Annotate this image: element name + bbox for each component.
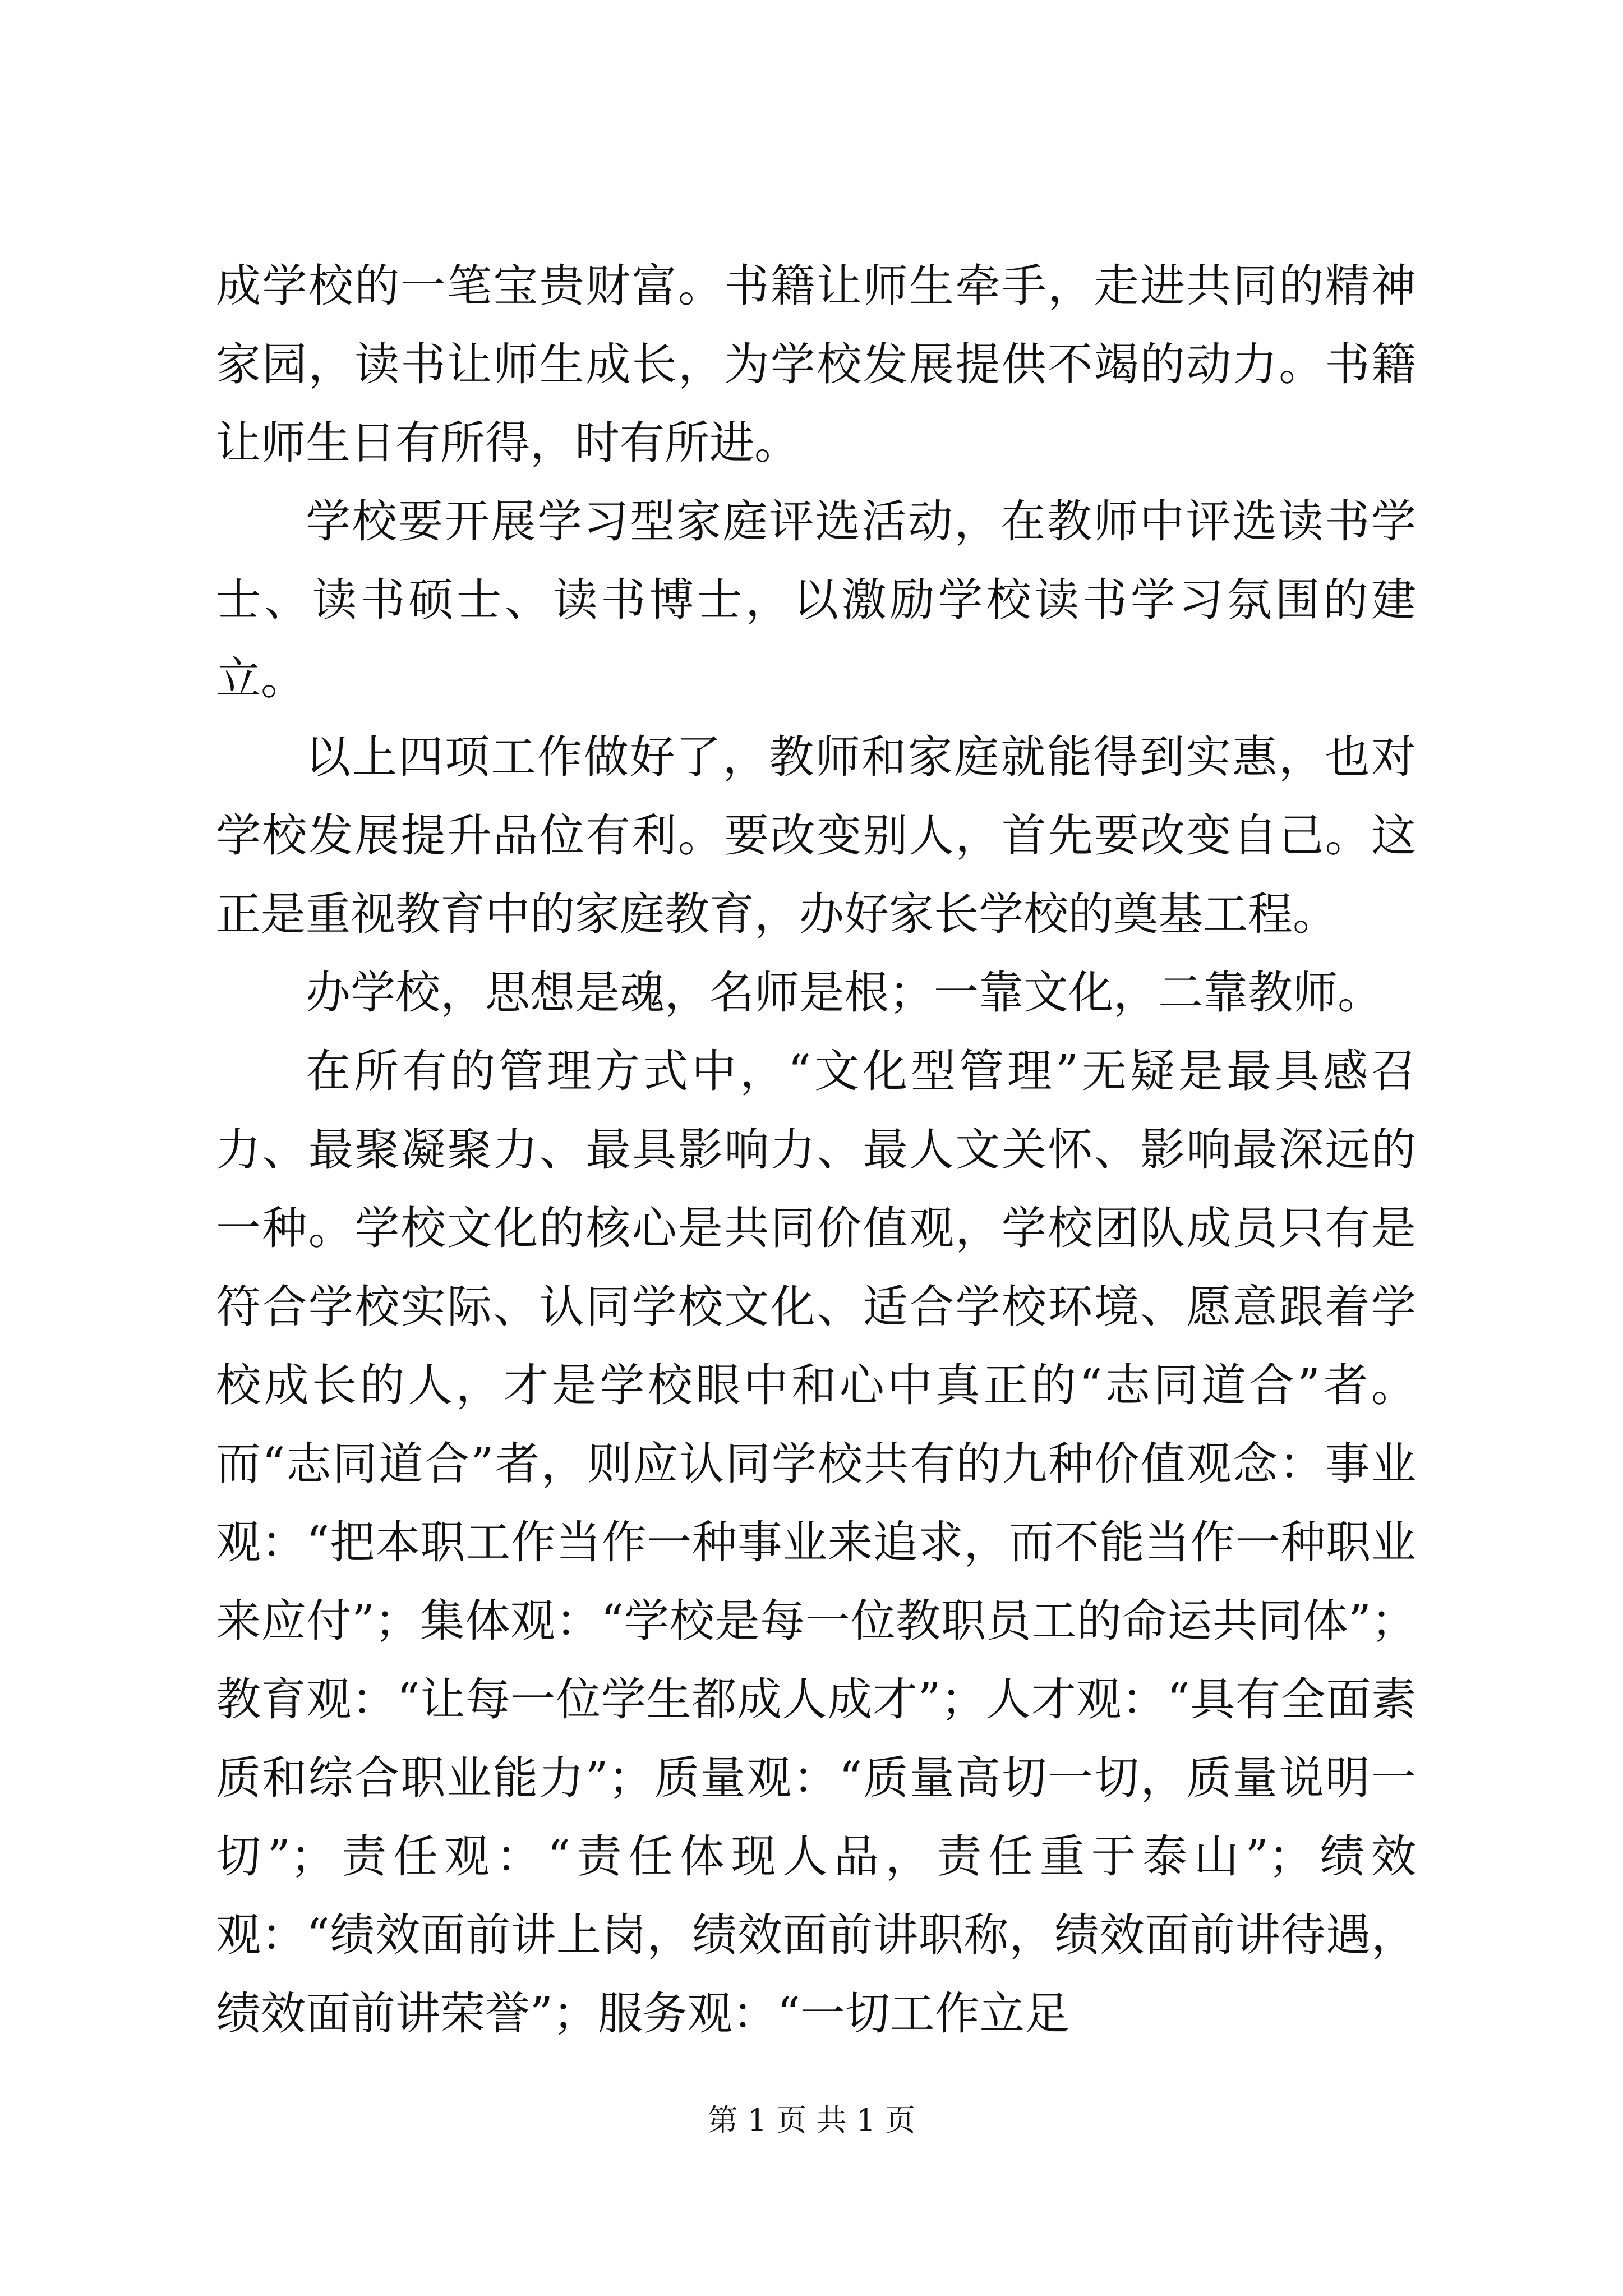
page-footer: 第 1 页 共 1 页	[707, 2102, 916, 2138]
document-body	[216, 247, 1416, 2053]
paragraph-school-motto: 办学校，思想是魂，名师是根；一靠文化，二靠教师。	[306, 967, 1382, 1019]
paragraph-culture-management: 在所有的管理方式中，“文化型管理”无疑是最具感召力、最聚凝聚力、最具影响力、最人文关怀、影响最深远的一种。学校文化的核心是共同价值观，学校团队成员只有是符合学校实际、认同学校文化、适合学校环境、愿意跟着学校成长的人，才是学校眼中和心中真正的“志同道合”者。而“志同道合”者，则应认同学校共有的九种价值观念：事业观：“把本职工作当作一种事业来追求，而不能当作一种职业来应付”；集体观：“学校是每一位教职员工的命运共同体”；教育观：“让每一位学生都成人成才”；人才观：“具有全面素质和综合职业能力”；质量观：“质量高切一切，质量说明一切”；责任观：“责任体现人品，责任重于泰山”；绩效观：“绩效面前讲上岗，绩效面前讲职称，绩效面前讲待遇，绩效面前讲荣誉”；服务观：“一切工作立足	[216, 1045, 1416, 2040]
paragraph-continued: 成学校的一笔宝贵财富。书籍让师生牵手，走进共同的精神家园，读书让师生成长，为学校发展提供不竭的动力。书籍让师生日有所得，时有所进。	[216, 260, 1416, 469]
paragraph-reading-award: 学校要开展学习型家庭评选活动，在教师中评选读书学士、读书硕士、读书博士，以激励学校读书学习氛围的建立。	[216, 495, 1416, 705]
paragraph-four-tasks: 以上四项工作做好了，教师和家庭就能得到实惠，也对学校发展提升品位有利。要改变别人，首先要改变自己。这正是重视教育中的家庭教育，办好家长学校的奠基工程。	[216, 731, 1416, 940]
